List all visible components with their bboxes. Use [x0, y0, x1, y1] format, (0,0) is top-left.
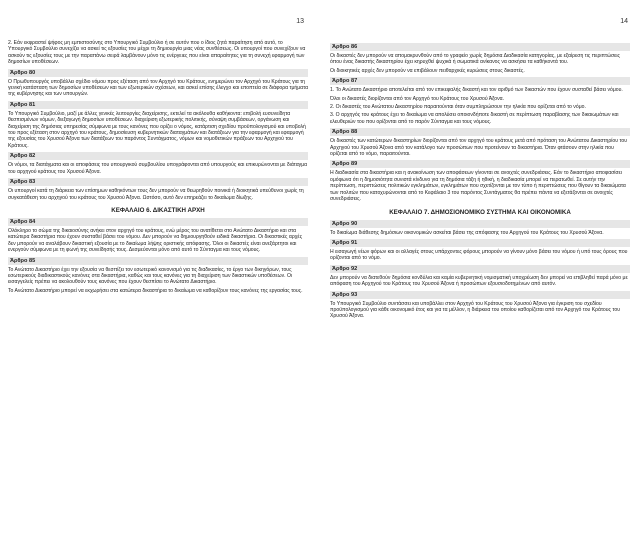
- paragraph: Οι διοικητικές αρχές δεν μπορούν να επιβάλουν πειθαρχικές κυρώσεις στους δικαστές.: [330, 67, 525, 74]
- paragraph: Το Ανώτατο Δικαστήριο μπορεί να εκχωρήσει στα κατώτερα δικαστήρια το δικαίωμα να καθορίζουν τους κανόνες της εργασίας τους.: [8, 287, 303, 294]
- article-heading: Άρθρο 91: [330, 239, 630, 247]
- article-heading: Άρθρο 85: [8, 257, 308, 265]
- article-heading: Άρθρο 82: [8, 152, 308, 160]
- paragraph: Όλοι οι δικαστές διορίζονται από τον Αρχηγό του Κράτους του Χρυσού Άξονα.: [330, 95, 505, 102]
- paragraph: Το Υπουργικό Συμβούλιο, μαζί με άλλες γενικές λειτουργίες διαχείρισης, εκτελεί τα ακόλουθα καθήκοντα: επιβολή ευσυνείδητα θεσπισμένων νόμων, διεξαγωγή δημοσίων υποθέσεων. διαχείριση εξωτερικής πολιτικής, σύναψη συμβάσεων, οργάνωση και διαχείριση της δημόσιας υπηρεσίας σύμφωνα με τους κανόνες που ορίζει ο νόμος, κατάρτιση σχεδίου προϋπολογισμού και υποβολή του προς εξέταση στον αρχηγό του κράτους, δημοσίευση κυβερνητικών διαταγμάτων και διατάξεων για την εφαρμογή και εφαρμογή της εξουσίας του Χρυσού Άξονα των διατάξεων του παρόντος Συντάγματος, νόμων και νομοθετικών πράξεων του Αρχηγού του Κράτους.: [8, 110, 306, 149]
- paragraph: Το Ανώτατο Δικαστήριο έχει την εξουσία να θεσπίζει τον εσωτερικό κανονισμό για τις διαδικασίες, το έργο των δικηγόρων, τους εσωτερικούς διαδικαστικούς κανόνες στα δικαστήρια, καθώς και τους κανόνες για τη διαχείριση των δικαστικών υποθέσεων. Οι εισαγγελείς πρέπει να ακολουθούν τους κανόνες που έχουν θεσπίσει το Ανώτατο Δικαστήριο.: [8, 266, 293, 286]
- page-13: [8, 0, 308, 549]
- paragraph: Το δικαίωμα διάθεσης δημόσιων οικονομικών ασκείται βάσει της απόφασης του Αρχηγού του Κράτους του Χρυσού Άξονα.: [330, 229, 604, 236]
- paragraph: Οι νόμοι, τα διατάγματα και οι αποφάσεις του υπουργικού συμβουλίου υπογράφονται από υπουργούς και επικυρώνονται με διάταγμα του αρχηγού κράτους του Χρυσού Άξονα.: [8, 162, 308, 175]
- paragraph: 3. Ο αρχηγός του κράτους έχει το δικαίωμα να απολύσει οποιονδήποτε δικαστή σε περίπτωση παραβίασης των δικαιωμάτων και ελευθεριών του που ορίζονται από το παρόν Σύνταγμα και τους νόμους.: [330, 112, 619, 125]
- article-heading: Άρθρο 80: [8, 69, 308, 77]
- article-heading: Άρθρο 93: [330, 291, 630, 299]
- paragraph: Ο Πρωθυπουργός υποβάλλει σχέδιο νόμου προς εξέταση από τον Αρχηγό του Κράτους, ενημερώνει τον Αρχηγό του Κράτους για τη γενική κατάσταση των δημοσίων υποθέσεων και των εξωτερικών σχέσεων, και ασκεί επίσης έλεγχο και εποπτεία σε διάφορα τμήματα της κυβέρνησης και των υπουργών.: [8, 78, 308, 98]
- article-heading: Άρθρο 86: [330, 43, 630, 51]
- page-content: [330, 40, 630, 322]
- paragraph: Οι υπουργοί κατά τη διάρκεια των επίσημων καθηκόντων τους δεν μπορούν να θεωρηθούν ποινικά ή διοικητικά υπεύθυνοι χωρίς τη συγκατάθεση του αρχηγού του κράτους του Χρυσού Άξονα. Ωστόσο, αυτό δεν επηρεάζει το δικαίωμα δίωξης.: [8, 188, 304, 201]
- paragraph: Οι δικαστές των κατώτερων δικαστηρίων διορίζονται από τον αρχηγό του κράτους μετά από πρόταση του Ανώτατου Δικαστηρίου του Αρχηγού του Χρυσού Άξονα από τον κατάλογο των προσώπων που προτείνουν τα δικαστήρια. Όταν φτάσουν στην ηλικία που ορίζεται από το νόμο, παραιτούνται.: [330, 138, 628, 158]
- article-heading: Άρθρο 88: [330, 128, 630, 136]
- article-heading: Άρθρο 81: [8, 101, 308, 109]
- article-heading: Άρθρο 83: [8, 178, 308, 186]
- article-heading: Άρθρο 89: [330, 160, 630, 168]
- page-number: 14: [620, 18, 628, 25]
- chapter-heading: ΚΕΦΑΛΑΙΟ 6. ΔΙΚΑΣΤΙΚΗ ΑΡΧΗ: [111, 206, 205, 214]
- paragraph: Ολόκληρο το σώμα της δικαιοσύνης ανήκει στον αρχηγό του κράτους, ενώ μέρος του ανατίθεται στο Ανώτατο Δικαστήριο και στα κατώτερα δικαστήρια που έχουν συσταθεί βάσει του νόμου. Δεν μπορούν να δημιουργηθούν ειδικά δικαστήρια. Οι δικαστικές αρχές δεν μπορούν να αναλάβουν δικαστική εξουσία με το δικαίωμα λήψης οριστικής απόφασης. Όλοι οι δικαστές είναι ανεξάρτητοι και ενεργούν σύμφωνα με τη φωνή της συνείδησής τους. Δεσμεύονται μόνο από αυτό το Σύνταγμα και τους νόμους.: [8, 227, 303, 254]
- paragraph: 2. Οι δικαστές του Ανώτατου Δικαστηρίου παραιτούνται όταν συμπληρώσουν την ηλικία που ορίζεται από το νόμο.: [330, 104, 586, 111]
- paragraph: Η διαδικασία στα δικαστήρια και η ανακοίνωση των αποφάσεων γίνονται σε ανοιχτές συνεδριάσεις. Εάν το δικαστήριο αποφασίσει ομόφωνα ότι η δημοσιότητα συνιστά κίνδυνο για τη δημόσια τάξη ή ηθική, η διαδικασία μπορεί να περατωθεί. Σε αυτήν την περίπτωση, περιπτώσεις πολιτικών εγκλημάτων, εγκλημάτων που σχετίζονται με τον τύπο ή περιπτώσεις που θίγουν τα δικαιώματα των πολιτών που κατοχυρώνονται από το Κεφάλαιο 3 του παρόντος Συντάγματος θα πρέπει πάντα να εξετάζονται σε ανοιχτές συνεδριάσεις.: [330, 170, 626, 203]
- paragraph: Δεν μπορούν να διατεθούν δημόσια κονδύλια και καμία κυβερνητική νομισματική υποχρέωση δεν μπορεί να επιβληθεί παρά μόνο με απόφαση του Αρχηγού του Κράτους του Χρυσού Άξονα ή προσώπων εξουσιοδοτημένων από αυτόν.: [330, 274, 628, 288]
- paragraph: 2. Εάν εκφραστεί ψήφος μη εμπιστοσύνης στο Υπουργικό Συμβούλιο ή σε αυτόν που ο ίδιος ζητά παραίτηση από αυτό, το Υπουργικό Συμβούλιο συνεχίζει να ασκεί τις εξουσίες του μέχρι τη δημιουργία μιας νέας συνθέσεως. Οι υπουργοί που συνεχίζουν να ασκούν τις εξουσίες τους με την παραπάνω σειρά λαμβάνουν μόνο τις ενέργειες που είναι απαραίτητες για τη συνεχή εφαρμογή των δημοσίων υποθέσεων.: [8, 40, 306, 66]
- paragraph: Το Υπουργικό Συμβούλιο συντάσσει και υποβάλλει στον Αρχηγό του Κράτους του Χρυσού Άξονα για έγκριση του σχεδίου προϋπολογισμού για κάθε οικονομικό έτος και για τα μέλλον, η διάρκεια του οποίου καθορίζεται από τον Αρχηγό του Κράτους του Χρυσού Άξονα.: [330, 300, 620, 320]
- article-heading: Άρθρο 84: [8, 218, 308, 226]
- paragraph: 1. Το Ανώτατο Δικαστήριο αποτελείται από τον επικεφαλής δικαστή και τον αριθμό των δικαστών που έχουν συσταθεί βάσει νόμου.: [330, 87, 623, 94]
- article-heading: Άρθρο 90: [330, 220, 630, 228]
- chapter-heading: ΚΕΦΑΛΑΙΟ 7. ΔΗΜΟΣΙΟΝΟΜΙΚΟ ΣΥΣΤΗΜΑ ΚΑΙ ΟΙΚΟΝΟΜΙΚΑ: [389, 208, 571, 216]
- article-heading: Άρθρο 87: [330, 77, 630, 85]
- article-heading: Άρθρο 92: [330, 265, 630, 273]
- paragraph: Η εισαγωγή νέων φόρων και οι αλλαγές στους υπάρχοντες φόρους μπορούν να γίνουν μόνο βάσει του νόμου ή υπό τους όρους που ορίζονται από το νόμο.: [330, 248, 628, 262]
- paragraph: Οι δικαστές δεν μπορούν να απομακρυνθούν από το γραφείο χωρίς δημόσια Διαδικασία κατηγορίας, με εξαίρεση τις περιπτώσεις όπου ένας δικαστής δικαστηρίου έχει κηρυχθεί ψυχικά ή σωματικά ανίκανος να ασκήσει τα καθήκοντά του.: [330, 53, 620, 66]
- page-14: [330, 0, 630, 549]
- page-number: 13: [296, 18, 304, 25]
- page-content: [8, 40, 308, 296]
